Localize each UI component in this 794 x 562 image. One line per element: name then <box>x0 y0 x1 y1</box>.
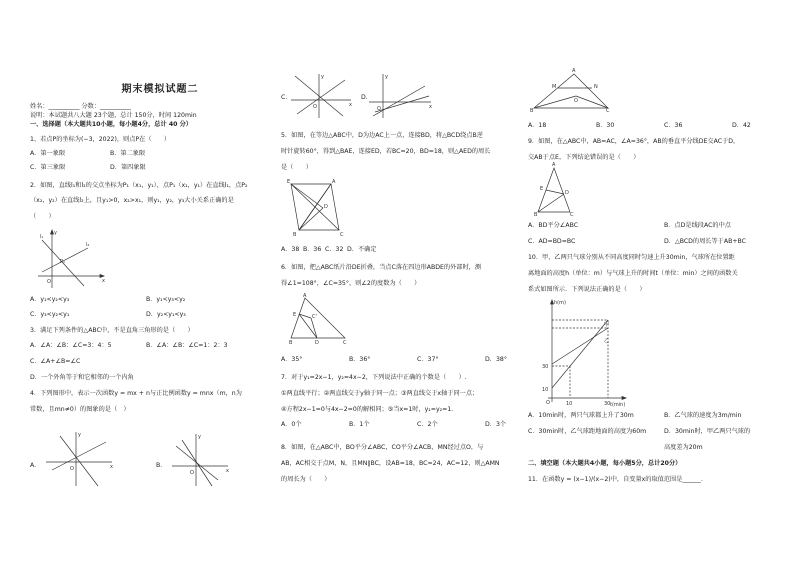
series-yi-label: 乙 <box>604 338 610 344</box>
q4-figure-a <box>46 430 116 488</box>
q2-option-a: A．y₁<y₂<y₃ <box>30 296 70 303</box>
svg-text:C: C <box>343 340 347 346</box>
q10-stem-line3: 系式如图所示．下列说法正确的是（ ） <box>528 286 646 293</box>
svg-text:x: x <box>102 278 105 284</box>
q3-option-d: D．一个外角等于和它相邻的一个内角 <box>30 374 134 381</box>
svg-text:C: C <box>340 232 344 238</box>
q5-stem-line2: 时针旋转60°，得到△BAE，连接ED，若BC=20，BD=18，则△AED的周长 <box>281 148 491 155</box>
section-heading-fill: 二、填空题（本大题共4小题，每小题5分，总计20分） <box>528 460 682 467</box>
q7-option-c: C．2个 <box>417 421 438 428</box>
svg-text:x: x <box>110 464 113 470</box>
q9-stem-line1: 9．如图，在△ABC中，AB=AC，∠A=36°，AB的垂直平分线DE交AC于D， <box>528 138 740 145</box>
q1-option-d: D．第四象限 <box>110 164 146 171</box>
svg-text:D: D <box>565 190 569 196</box>
svg-text:A: A <box>303 293 307 299</box>
origin-label: O <box>546 400 550 406</box>
svg-text:C: C <box>570 212 574 218</box>
q2-option-c: C．y₃<y₂<y₁ <box>30 311 70 318</box>
q8-figure-triangle <box>530 68 610 114</box>
tick-h10: 10 <box>542 387 549 393</box>
svg-text:M: M <box>552 84 557 90</box>
q8-stem-line2: AB，AC相交于点M，N，且MN∥BC，设AB=18，BC=24，AC=12，则△AMN <box>281 460 500 467</box>
svg-text:O: O <box>47 279 51 285</box>
q9-stem-line2: 交AB于点E，下列结论错误的是（ ） <box>528 154 640 161</box>
svg-text:O: O <box>190 470 194 476</box>
svg-text:D: D <box>324 204 328 210</box>
svg-text:B: B <box>289 340 293 346</box>
q8-option-b: B．30 <box>596 122 615 129</box>
page-title: 期末模拟试题二 <box>121 84 199 95</box>
svg-text:l₁: l₁ <box>40 234 44 240</box>
svg-text:y: y <box>54 230 57 236</box>
series-jia-label: 甲 <box>604 322 610 328</box>
q5-figure-triangle <box>287 180 347 236</box>
q1-stem: 1、若点P的坐标为(−3，2022)，则点P在（ ） <box>30 136 171 143</box>
q3-stem: 3．满足下列条件的△ABC中，不是直角三角形的是（ ） <box>30 327 194 334</box>
svg-text:E: E <box>293 312 297 318</box>
q2-option-d: D．y₂<y₁<y₃ <box>146 311 186 318</box>
q5-option-b: B．36 <box>303 246 322 253</box>
q5-option-d: D．不确定 <box>347 246 377 253</box>
q7-option-a: A．0个 <box>281 421 302 428</box>
q2-stem-line2: （x₂，y₂）在直线l₂上，且y₁>0，x₂>x₁，则y₁，y₂，y₃大小关系正确的是 <box>30 197 234 204</box>
q6-stem-line1: 6．如图，把△ABC纸片沿DE折叠，当点C落在四边形ABDE的外部时，测 <box>281 264 482 271</box>
svg-text:y: y <box>321 74 324 80</box>
q5-option-c: C．32 <box>325 246 344 253</box>
svg-text:x: x <box>429 104 432 110</box>
name-score-line: 姓名：__________ 分数：__________ <box>30 103 131 110</box>
q10-stem-line2: 离地面的高度h（单位：m）与气球上升的时间t（单位：min）之间的函数关 <box>528 270 738 277</box>
q9-option-c: C．AD=BD=BC <box>528 238 576 245</box>
q10-option-a: A．10min时，两只气球都上升了30m <box>528 412 634 419</box>
q5-option-a: A．38 <box>281 246 300 253</box>
q8-option-d: D．42 <box>732 122 751 129</box>
q10-figure-balloon-graph <box>542 298 628 408</box>
section-heading-choice: 一、选择题（本大题共10小题，每小题4分，总计 40 分） <box>30 121 192 128</box>
svg-text:E: E <box>287 179 291 185</box>
q4-option-c: C． <box>281 94 292 101</box>
q5-stem-line1: 5．如图，在等边△ABC中，D为边AC上一点，连接BD，将△BCD绕点B逆 <box>281 132 483 139</box>
q2-stem-line3: （ ） <box>30 213 55 220</box>
q8-stem-line1: 8．如图，在△ABC中，BO平分∠ABC，CO平分∠ACB，MN经过点O，与 <box>281 444 484 451</box>
q5-stem-line3: 是（ ） <box>281 164 312 171</box>
q1-option-c: C．第三象限 <box>30 164 66 171</box>
h-axis-label: h(m) <box>554 300 566 306</box>
q4-figure-b <box>172 432 232 488</box>
q4-option-d: D． <box>361 94 372 101</box>
q4-figure-c <box>291 72 355 120</box>
q3-option-b: B．∠A：∠B：∠C=1：2：3 <box>146 342 228 349</box>
q6-figure-fold <box>289 294 349 346</box>
q8-stem-line3: 的周长为（ ） <box>281 476 331 483</box>
q4-option-a: A． <box>30 462 41 469</box>
svg-text:O: O <box>377 106 381 112</box>
svg-text:x: x <box>349 102 352 108</box>
svg-text:x: x <box>226 468 229 474</box>
svg-text:A: A <box>572 68 576 74</box>
svg-text:C: C <box>606 108 610 114</box>
svg-text:D: D <box>315 340 319 346</box>
svg-text:P₁: P₁ <box>60 259 66 265</box>
svg-text:A: A <box>332 179 336 185</box>
q7-option-b: B．1个 <box>349 421 370 428</box>
q2-option-b: B．y₁<y₃<y₂ <box>146 296 186 303</box>
q6-option-d: D．38° <box>485 356 507 363</box>
q7-statements-1: ①两直线平行；②两直线交于y轴于同一点；③两直线交于x轴于同一点； <box>281 390 479 397</box>
q10-option-c: C．30min时，乙气球距地面的高度为60m <box>528 428 647 435</box>
q6-option-a: A．35° <box>281 356 303 363</box>
tick-h30: 30 <box>542 364 549 370</box>
svg-text:O: O <box>313 104 317 110</box>
q1-option-b: B．第二象限 <box>110 150 146 157</box>
svg-text:y: y <box>198 434 201 440</box>
q9-option-b: B．点D是线段AC的中点 <box>664 222 731 229</box>
q8-option-a: A．18 <box>528 122 547 129</box>
q4-stem-line2: 常数，且mn≠0）的图象的是（ ） <box>30 406 130 413</box>
tick-t10: 10 <box>566 401 573 407</box>
q2-figure-lines <box>38 228 108 290</box>
q1-option-a: A．第一象限 <box>30 150 66 157</box>
q4-stem-line1: 4．下列图形中，表示一次函数y = mx + n与正比例函数y = mnx（m，n为 <box>30 390 242 397</box>
q9-option-d: D．△BCD的周长等于AB+BC <box>664 238 746 245</box>
svg-text:O: O <box>574 98 578 104</box>
q3-option-a: A．∠A：∠B：∠C=3：4：5 <box>30 342 112 349</box>
q10-option-d: D．30min时，甲乙两只气球的 <box>664 428 751 435</box>
q7-option-d: D．3个 <box>485 421 507 428</box>
svg-text:E: E <box>540 186 544 192</box>
exam-note: 说明：本试题共八大题 23个题，总计 150分，时间 120min <box>30 112 197 119</box>
q11-stem: 11．在函数y = (x−1)/(x−2)中，自变量x的取值范围是______. <box>528 476 703 483</box>
q7-stem: 7．对于y₁=2x−1，y₂=4x−2，下列说法中正确的个数是（ ）. <box>281 374 467 381</box>
q6-option-b: B．36° <box>349 356 371 363</box>
svg-text:y: y <box>385 74 388 80</box>
q8-option-c: C．36 <box>664 122 683 129</box>
q4-figure-d <box>369 72 435 120</box>
svg-text:B: B <box>293 232 297 238</box>
t-axis-label: t(min) <box>610 402 626 408</box>
q4-option-b: B． <box>156 462 167 469</box>
svg-text:O: O <box>70 466 74 472</box>
svg-text:y: y <box>78 432 81 438</box>
q3-option-c: C．∠A+∠B=∠C <box>30 358 81 365</box>
q9-figure-isosceles <box>534 162 580 218</box>
svg-text:A: A <box>552 162 556 168</box>
q6-option-c: C．37° <box>417 356 439 363</box>
q9-option-a: A．BD平分∠ABC <box>528 222 579 229</box>
svg-text:l₂: l₂ <box>86 242 90 248</box>
q2-stem-line1: 2．如图，直线l₁和l₂的交点坐标为P₁（x₁，y₁），点P₁（x₁，y₁）在直线l₁，点P₂ <box>30 182 248 189</box>
q6-stem-line2: 得∠1=108°，∠C=35°，则∠2的度数为（ ） <box>281 280 421 287</box>
svg-text:N: N <box>594 84 598 90</box>
q10-option-b: B．乙气球的速度为3m/min <box>664 412 742 419</box>
tick-t30: 30 <box>604 401 611 407</box>
svg-text:B: B <box>534 212 538 218</box>
q10-option-d-cont: 高度差为20m <box>664 444 703 451</box>
q10-stem-line1: 10．甲、乙两只气球分别从不同高度同时匀速上升30min，气球所在位置距 <box>528 254 735 261</box>
svg-text:C': C' <box>312 314 317 320</box>
q7-statements-2: ④方程2x−1=0与4x−2=0的解相同；⑤当x=1时，y₁=y₂=1． <box>281 406 458 413</box>
svg-text:B: B <box>530 108 534 114</box>
